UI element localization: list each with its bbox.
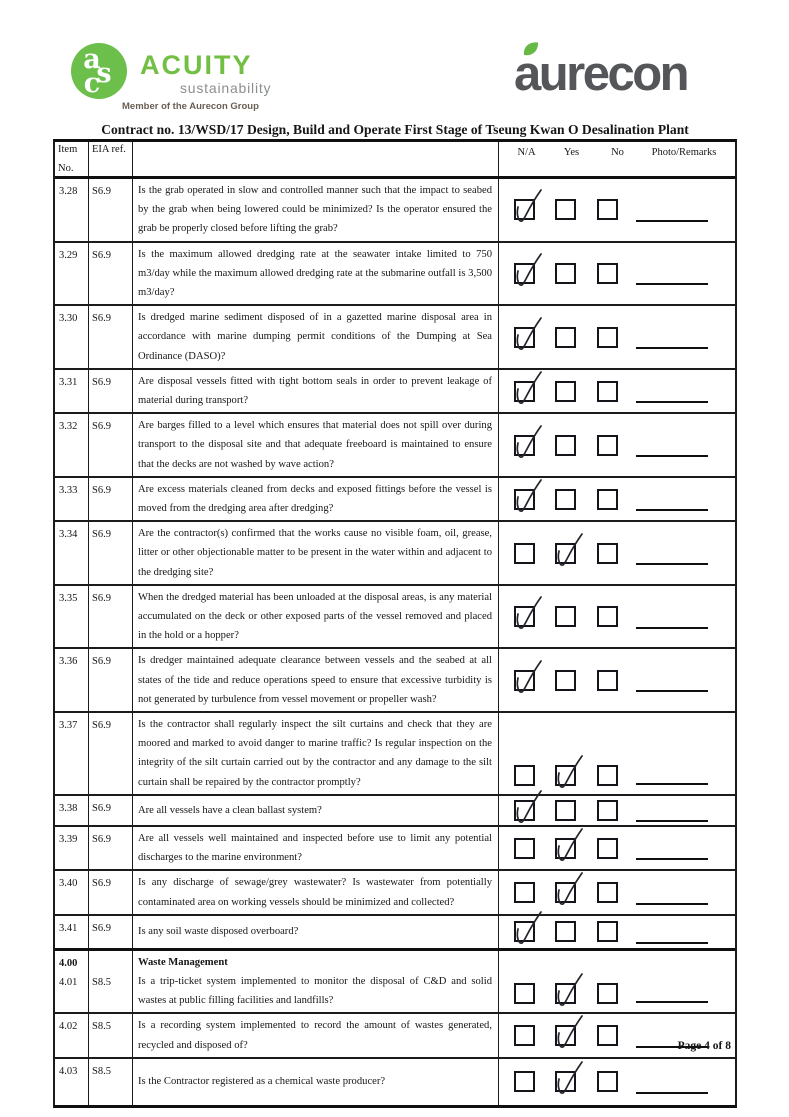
item-number: 3.41	[59, 922, 78, 934]
yes-checkbox[interactable]	[555, 606, 576, 627]
checks-cell	[499, 414, 731, 476]
no-checkbox[interactable]	[597, 670, 618, 691]
yes-checkbox[interactable]	[555, 1071, 576, 1092]
question-cell	[133, 370, 499, 412]
ref-cell	[89, 871, 133, 913]
yes-checkbox[interactable]	[555, 765, 576, 786]
inspection-checklist-table	[53, 139, 737, 1108]
ref-cell	[89, 179, 133, 241]
question-text: Is any discharge of sewage/grey wastewater? Is wastewater from potentially contaminated area on working vessels should be minimized and collected?	[138, 877, 492, 908]
yes-checkbox[interactable]	[555, 800, 576, 821]
remarks-line[interactable]	[636, 401, 708, 403]
item-cell	[55, 1059, 89, 1105]
question-cell	[133, 649, 499, 711]
eia-ref: S6.9	[92, 421, 111, 433]
table-row	[55, 951, 735, 1015]
col-header-checks	[499, 142, 731, 176]
eia-ref: S6.9	[92, 186, 111, 197]
item-cell	[55, 243, 89, 305]
page-number: Page 4 of 8	[677, 1040, 731, 1052]
aurecon-logo	[514, 47, 734, 110]
table-row	[55, 414, 735, 478]
check-mark-icon	[511, 314, 545, 354]
checks-cell	[499, 522, 731, 584]
checks-cell	[499, 306, 731, 368]
item-cell	[55, 916, 89, 948]
item-number: 3.28	[59, 186, 78, 197]
eia-ref: S6.9	[92, 484, 111, 496]
item-cell	[55, 796, 89, 825]
eia-ref: S6.9	[92, 656, 111, 668]
yes-checkbox[interactable]	[555, 263, 576, 284]
na-checkbox[interactable]	[514, 800, 535, 821]
question-cell	[133, 916, 499, 948]
no-checkbox[interactable]	[597, 199, 618, 220]
check-mark-icon	[511, 422, 545, 462]
item-cell	[55, 649, 89, 711]
checks-cell	[499, 827, 731, 869]
remarks-line[interactable]	[636, 347, 708, 349]
question-cell	[133, 522, 499, 584]
svg-text:a: a	[83, 44, 101, 75]
na-checkbox[interactable]	[514, 199, 535, 220]
checks-cell	[499, 871, 731, 913]
eia-ref: S6.9	[92, 833, 111, 845]
table-row	[55, 649, 735, 713]
item-number: 3.29	[59, 249, 78, 261]
no-checkbox[interactable]	[597, 800, 618, 821]
col-header-remarks: Photo/Remarks	[651, 147, 717, 158]
table-row	[55, 243, 735, 307]
eia-ref: S6.9	[92, 878, 111, 890]
na-checkbox[interactable]	[514, 670, 535, 691]
eia-ref: S6.9	[92, 313, 111, 325]
question-text: Is dredged marine sediment disposed of in a gazetted marine disposal area in accordance with marine dumping permit conditions of the Dumping at Sea Ordinance (DASO)?	[138, 312, 492, 362]
no-checkbox[interactable]	[597, 765, 618, 786]
na-checkbox[interactable]	[514, 1071, 535, 1092]
ref-cell	[89, 1059, 133, 1105]
checks-cell	[499, 951, 731, 1013]
item-cell	[55, 370, 89, 412]
eia-ref: S6.9	[92, 592, 111, 604]
table-row	[55, 871, 735, 915]
no-checkbox[interactable]	[597, 983, 618, 1004]
table-body	[55, 179, 735, 1105]
remarks-line[interactable]	[636, 1001, 708, 1003]
item-number: 3.30	[59, 313, 78, 325]
remarks-line[interactable]	[636, 1092, 708, 1094]
table-row	[55, 1014, 735, 1058]
remarks-line[interactable]	[636, 820, 708, 822]
yes-checkbox[interactable]	[555, 327, 576, 348]
checks-cell	[499, 649, 731, 711]
no-checkbox[interactable]	[597, 381, 618, 402]
question-cell	[133, 951, 499, 1013]
question-cell	[133, 586, 499, 648]
check-mark-icon	[511, 476, 545, 516]
no-checkbox[interactable]	[597, 1071, 618, 1092]
checks-cell	[499, 796, 731, 825]
question-cell	[133, 306, 499, 368]
yes-checkbox[interactable]	[555, 838, 576, 859]
yes-checkbox[interactable]	[555, 670, 576, 691]
question-cell	[133, 478, 499, 520]
col-header-na: N/A	[517, 147, 536, 158]
table-row	[55, 522, 735, 586]
checks-cell	[499, 713, 731, 794]
na-checkbox[interactable]	[514, 921, 535, 942]
no-checkbox[interactable]	[597, 489, 618, 510]
item-number: 3.36	[59, 656, 78, 668]
na-checkbox[interactable]	[514, 435, 535, 456]
ref-cell	[89, 827, 133, 869]
col-header-eia-ref: EIA ref.	[89, 142, 133, 176]
question-cell	[133, 827, 499, 869]
table-row	[55, 179, 735, 243]
ref-cell	[89, 796, 133, 825]
na-checkbox[interactable]	[514, 263, 535, 284]
remarks-line[interactable]	[636, 783, 708, 785]
question-text: Is the grab operated in slow and controlled manner such that the impact to seabed by the grab when being lowered could be minimized? Is the operator ensured the grab be properly closed before lifting the grab?	[138, 185, 492, 235]
svg-text:c: c	[83, 68, 101, 99]
acuity-name: ACUITY	[140, 50, 253, 80]
no-checkbox[interactable]	[597, 543, 618, 564]
item-cell	[55, 713, 89, 794]
na-checkbox[interactable]	[514, 489, 535, 510]
check-mark-icon	[511, 657, 545, 697]
table-row	[55, 586, 735, 650]
acuity-monogram-icon	[70, 42, 128, 100]
remarks-line[interactable]	[636, 563, 708, 565]
no-checkbox[interactable]	[597, 921, 618, 942]
item-cell	[55, 478, 89, 520]
question-cell	[133, 713, 499, 794]
question-text: Is any soil waste disposed overboard?	[138, 926, 299, 938]
item-number: 4.02	[59, 1021, 78, 1033]
check-mark-icon	[511, 368, 545, 408]
remarks-line[interactable]	[636, 283, 708, 285]
no-checkbox[interactable]	[597, 838, 618, 859]
checks-cell	[499, 370, 731, 412]
col-header-no: No	[611, 147, 624, 158]
question-text: Are disposal vessels fitted with tight bottom seals in order to prevent leakage of material during transport?	[138, 375, 492, 407]
table-header-row	[55, 142, 735, 179]
table-row	[55, 1059, 735, 1105]
acuity-tagline: sustainability	[180, 80, 272, 96]
remarks-line[interactable]	[636, 455, 708, 457]
ref-cell	[89, 370, 133, 412]
yes-checkbox[interactable]	[555, 543, 576, 564]
acuity-logo	[70, 40, 370, 118]
eia-ref: S6.9	[92, 376, 111, 388]
yes-checkbox[interactable]	[555, 983, 576, 1004]
question-text: Is the maximum allowed dredging rate at the seawater intake limited to 750 m3/day while the maximum allowed dredging rate at the submarine outfall is 3,500 m3/day?	[138, 248, 492, 299]
ref-cell	[89, 243, 133, 305]
eia-ref: S6.9	[92, 529, 111, 541]
item-cell	[55, 951, 89, 1013]
check-mark-icon	[511, 250, 545, 290]
question-cell	[133, 1059, 499, 1105]
table-row	[55, 916, 735, 951]
eia-ref: S8.5	[92, 1021, 111, 1033]
item-cell	[55, 522, 89, 584]
aurecon-wordmark: aurecon	[514, 47, 688, 101]
page-title: Contract no. 13/WSD/17 Design, Build and Operate First Stage of Tseung Kwan O Desalination Plant	[101, 122, 689, 137]
checks-cell	[499, 916, 731, 948]
item-cell	[55, 871, 89, 913]
col-header-item-no: Item No.	[55, 142, 89, 176]
check-mark-icon	[552, 970, 586, 1010]
checks-cell	[499, 586, 731, 648]
check-mark-icon	[552, 752, 586, 792]
sub-item-number: 4.01	[59, 976, 78, 988]
question-cell	[133, 796, 499, 825]
question-text: Is dredger maintained adequate clearance between vessels and the seabed at all states of the tide and reduce operations speed to ensure that excessive turbidity is not generated by turbulence from vessel movement or propeller wash?	[138, 655, 492, 705]
no-checkbox[interactable]	[597, 327, 618, 348]
check-mark-icon	[552, 1058, 586, 1098]
ref-cell	[89, 713, 133, 794]
check-mark-icon	[511, 186, 545, 226]
no-checkbox[interactable]	[597, 606, 618, 627]
checks-cell	[499, 478, 731, 520]
eia-ref: S6.9	[92, 802, 111, 814]
eia-ref: S6.9	[92, 720, 111, 732]
checks-cell	[499, 243, 731, 305]
question-text: Is the Contractor registered as a chemical waste producer?	[138, 1076, 386, 1088]
ref-cell	[89, 478, 133, 520]
item-number: 3.37	[59, 720, 78, 732]
question-cell	[133, 179, 499, 241]
na-checkbox[interactable]	[514, 983, 535, 1004]
na-checkbox[interactable]	[514, 327, 535, 348]
item-number: 3.32	[59, 421, 78, 433]
remarks-line[interactable]	[636, 509, 708, 511]
section-heading: Waste Management	[138, 956, 228, 968]
question-text: Are the contractor(s) confirmed that the works cause no visible foam, oil, grease, litter or other objectionable matter to be present in the water within and adjacent to the dredging site?	[138, 528, 492, 578]
checks-cell	[499, 179, 731, 241]
table-row	[55, 713, 735, 796]
ref-cell	[89, 306, 133, 368]
checks-cell	[499, 1059, 731, 1105]
eia-ref: S8.5	[92, 976, 111, 988]
na-checkbox[interactable]	[514, 838, 535, 859]
acuity-member-line: Member of the Aurecon Group	[122, 101, 259, 112]
question-text: When the dredged material has been unloaded at the disposal areas, is any material accumulated on the deck or other exposed parts of the vessel removed and placed in the hold or a hopper?	[138, 591, 492, 642]
question-text: Is a recording system implemented to record the amount of wastes generated, recycled and disposed of?	[138, 1020, 492, 1051]
remarks-line[interactable]	[636, 220, 708, 222]
item-number: 3.38	[59, 802, 78, 814]
remarks-line[interactable]	[636, 903, 708, 905]
na-checkbox[interactable]	[514, 882, 535, 903]
ref-cell	[89, 586, 133, 648]
ref-cell	[89, 649, 133, 711]
item-cell	[55, 827, 89, 869]
na-checkbox[interactable]	[514, 543, 535, 564]
question-text: Are barges filled to a level which ensures that material does not spill over during transport to the disposal site and that adequate freeboard is maintained to ensure that the decks are not washed by wave action?	[138, 420, 492, 470]
na-checkbox[interactable]	[514, 765, 535, 786]
item-number: 3.40	[59, 878, 78, 890]
yes-checkbox[interactable]	[555, 489, 576, 510]
remarks-line[interactable]	[636, 858, 708, 860]
table-row	[55, 306, 735, 370]
no-checkbox[interactable]	[597, 435, 618, 456]
question-text: Is the contractor shall regularly inspect the silt curtains and check that they are moored and marked to avoid danger to marine traffic? Is regular inspection on the integrity of the silt curtain carried out by the contractor and any damage to the silt curtain shall be repaired by the contractor promptly?	[138, 719, 492, 788]
yes-checkbox[interactable]	[555, 381, 576, 402]
item-number: 4.00	[59, 957, 78, 969]
question-cell	[133, 871, 499, 913]
question-text: Is a trip-ticket system implemented to monitor the disposal of C&D and solid wastes at public filling facilities and landfills?	[138, 975, 492, 1007]
ref-cell	[89, 414, 133, 476]
item-cell	[55, 414, 89, 476]
eia-ref: S6.9	[92, 249, 111, 261]
ref-cell	[89, 951, 133, 1013]
table-row	[55, 478, 735, 522]
na-checkbox[interactable]	[514, 381, 535, 402]
item-cell	[55, 586, 89, 648]
check-mark-icon	[511, 593, 545, 633]
eia-ref: S6.9	[92, 922, 111, 934]
check-mark-icon	[552, 869, 586, 909]
check-mark-icon	[552, 825, 586, 865]
item-number: 3.31	[59, 376, 78, 388]
remarks-line[interactable]	[636, 627, 708, 629]
remarks-line[interactable]	[636, 690, 708, 692]
question-cell	[133, 243, 499, 305]
table-row	[55, 796, 735, 827]
item-number: 3.35	[59, 592, 78, 604]
yes-checkbox[interactable]	[555, 882, 576, 903]
na-checkbox[interactable]	[514, 606, 535, 627]
no-checkbox[interactable]	[597, 263, 618, 284]
question-cell	[133, 414, 499, 476]
svg-text:s: s	[96, 58, 112, 89]
yes-checkbox[interactable]	[555, 199, 576, 220]
item-cell	[55, 306, 89, 368]
item-number: 3.33	[59, 484, 78, 496]
question-text: Are all vessels have a clean ballast system?	[138, 804, 322, 816]
question-text: Are excess materials cleaned from decks and exposed fittings before the vessel is moved from the dredging area after dredging?	[138, 483, 492, 515]
remarks-line[interactable]	[636, 942, 708, 944]
yes-checkbox[interactable]	[555, 921, 576, 942]
item-number: 4.03	[59, 1065, 78, 1077]
ref-cell	[89, 522, 133, 584]
table-row	[55, 370, 735, 414]
col-header-yes: Yes	[563, 147, 580, 158]
question-text: Are all vessels well maintained and inspected before use to limit any potential discharges to the marine environment?	[138, 832, 492, 864]
check-mark-icon	[552, 530, 586, 570]
no-checkbox[interactable]	[597, 882, 618, 903]
table-row	[55, 827, 735, 871]
item-cell	[55, 179, 89, 241]
item-number: 3.39	[59, 833, 78, 845]
col-header-question	[133, 142, 499, 176]
item-number: 3.34	[59, 529, 78, 541]
ref-cell	[89, 916, 133, 948]
yes-checkbox[interactable]	[555, 435, 576, 456]
eia-ref: S8.5	[92, 1065, 111, 1077]
